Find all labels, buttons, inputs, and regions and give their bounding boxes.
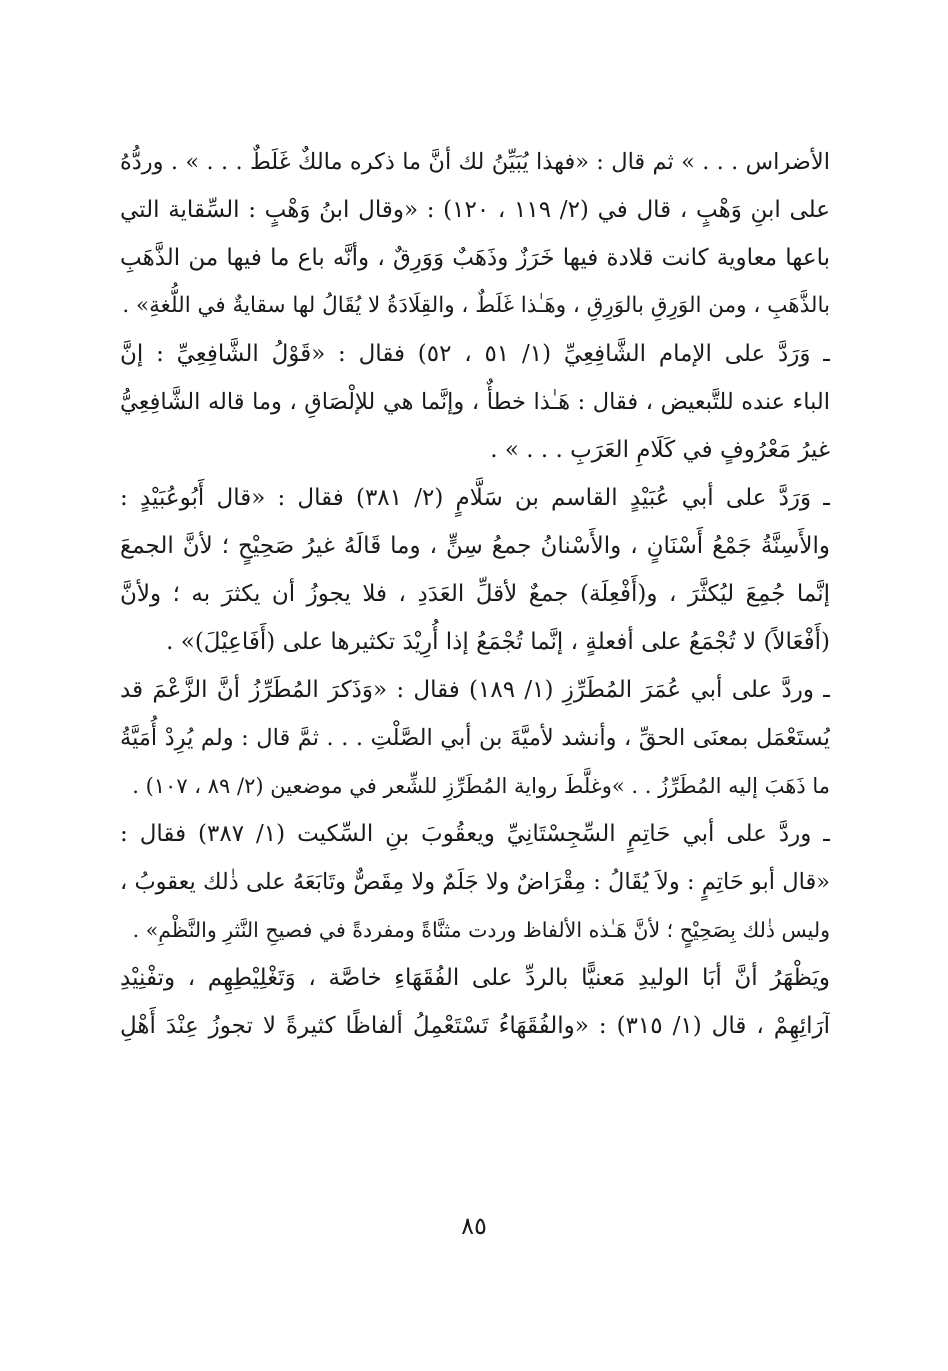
text-line: ما ذَهَبَ إليه المُطَرِّزُ . . »وغلَّطَ رواية المُطَرِّزِ للشِّعر في موضعين (٢/ ٨٩ ، ١٠٧) . [132,774,830,798]
body-text [120,138,830,1050]
paragraph-3 [120,474,830,666]
paragraph-1 [120,138,830,330]
text-line: غيرُ مَعْرُوفٍ في كَلَامِ العَرَبِ . . . » . [490,437,830,463]
text-line: ـ وَرَدَّ على أبي عُبَيْدٍ القاسم بن سَلَّامٍ (٢/ ٣٨١) فقال : «قال أَبُوعُبَيْدٍ : [120,485,830,511]
page-number: ٨٥ [461,1212,487,1240]
text-line: (أَفْعَالاً) لا تُجْمَعُ على أفعلةٍ ، إنَّما تُجْمَعُ إذا أُرِيْدَ تكثيرها على (أَفَاعِيْلَ)» . [166,629,830,655]
paragraph-6 [120,954,830,1050]
paragraph-2 [120,330,830,474]
paragraph-4 [120,666,830,810]
text-line: ـ وَرَدَّ على الإمام الشَّافِعِيِّ (١/ ٥١ ، ٥٢) فقال : «قَوْلُ الشَّافِعِيِّ : إنَّ [120,341,830,367]
text-line: ـ وردَّ على أبي حَاتِمٍ السِّجِسْتَانِيِّ ويعقُوبَ بنِ السِّكيت (١/ ٣٨٧) فقال : [120,821,830,847]
text-line: وليس ذٰلك بِصَحِيْحٍ ؛ لأنَّ هَـٰذه الألفاظ وردت مثنَّاةً ومفردةً في فصيحِ النَّثرِ والنَّظْمِ» . [132,918,830,942]
text-line: ـ وردَّ على أبي عُمَرَ المُطَرِّزِ (١/ ١٨٩) فقال : «وَذَكرَ المُطَرِّزُ أنَّ الزَّعْمَ قد [120,677,830,703]
text-line: «قال أبو حَاتِمٍ : ولاَ يُقَالُ : مِقْرَاضٌ ولا جَلَمٌ ولا مِقَصٌّ وتَابَعَهُ على ذٰلك يعقوبُ ، [120,869,830,895]
text-line: الأضراس . . . » ثم قال : «فهذا يُبَيِّنُ لك أنَّ ما ذكره مالكٌ غَلَطٌ . . . » . وردُّهُ [120,149,830,175]
text-line: يُستَعْمَل بمعنَى الحقِّ ، وأنشد لأميَّةَ بن أبي الصَّلْتِ . . . ثمَّ قال : ولم يُرِدْ أُمَيَّةُ [120,725,830,751]
text-line: الباء عنده للتَّبعيض ، فقال : هَـٰذا خطأٌ ، وإنَّما هي للإلْصَاقِ ، وما قاله الشَّافِعِيُّ [120,389,830,415]
text-line: إنَّما جُمِعَ ليُكثَّرَ ، و(أَفْعِلَة) جمعٌ لأقلِّ العَدَدِ ، فلا يجوزُ أن يكثرَ به ؛ ولأنَّ [120,581,830,607]
text-line: على ابنِ وَهْبٍ ، قال في (٢/ ١١٩ ، ١٢٠) : «وقال ابنُ وَهْبٍ : السِّقاية التي [120,197,830,223]
text-line: باعها معاوية كانت قلادة فيها خَرَزٌ وذَهَبٌ وَوَرِقٌ ، وأنَّه باع ما فيها من الذَّهَبِ [120,245,830,271]
text-line: والأَسِنَّةُ جَمْعُ أَسْنَانٍ ، والأَسْنانُ جمعُ سِنٍّ ، وما قَالَهُ غيرُ صَحِيْحٍ ؛ لأنَّ الجمعَ [120,533,830,559]
text-line: بالذَّهَبِ ، ومن الوَرِقِ بالوَرِقِ ، وهَـٰذا غَلَطٌ ، والقِلَادَةُ لا يُقَالُ لها سقايةٌ في اللُّغةِ» . [122,293,830,318]
text-line: آرَائِهِمْ ، قال (١/ ٣١٥) : «والفُقَهَاءُ تَسْتَعْمِلُ ألفاظًا كثيرةً لا تجوزُ عِنْدَ أَهْلِ [120,1013,830,1039]
paragraph-5 [120,810,830,954]
text-line: ويَظْهَرُ أنَّ أبَا الوليدِ مَعنيًّا بالردِّ على الفُقَهَاءِ خاصَّة ، وَتَغْلِيْطِهِم ، وتفْنِيْدِ [120,965,830,991]
